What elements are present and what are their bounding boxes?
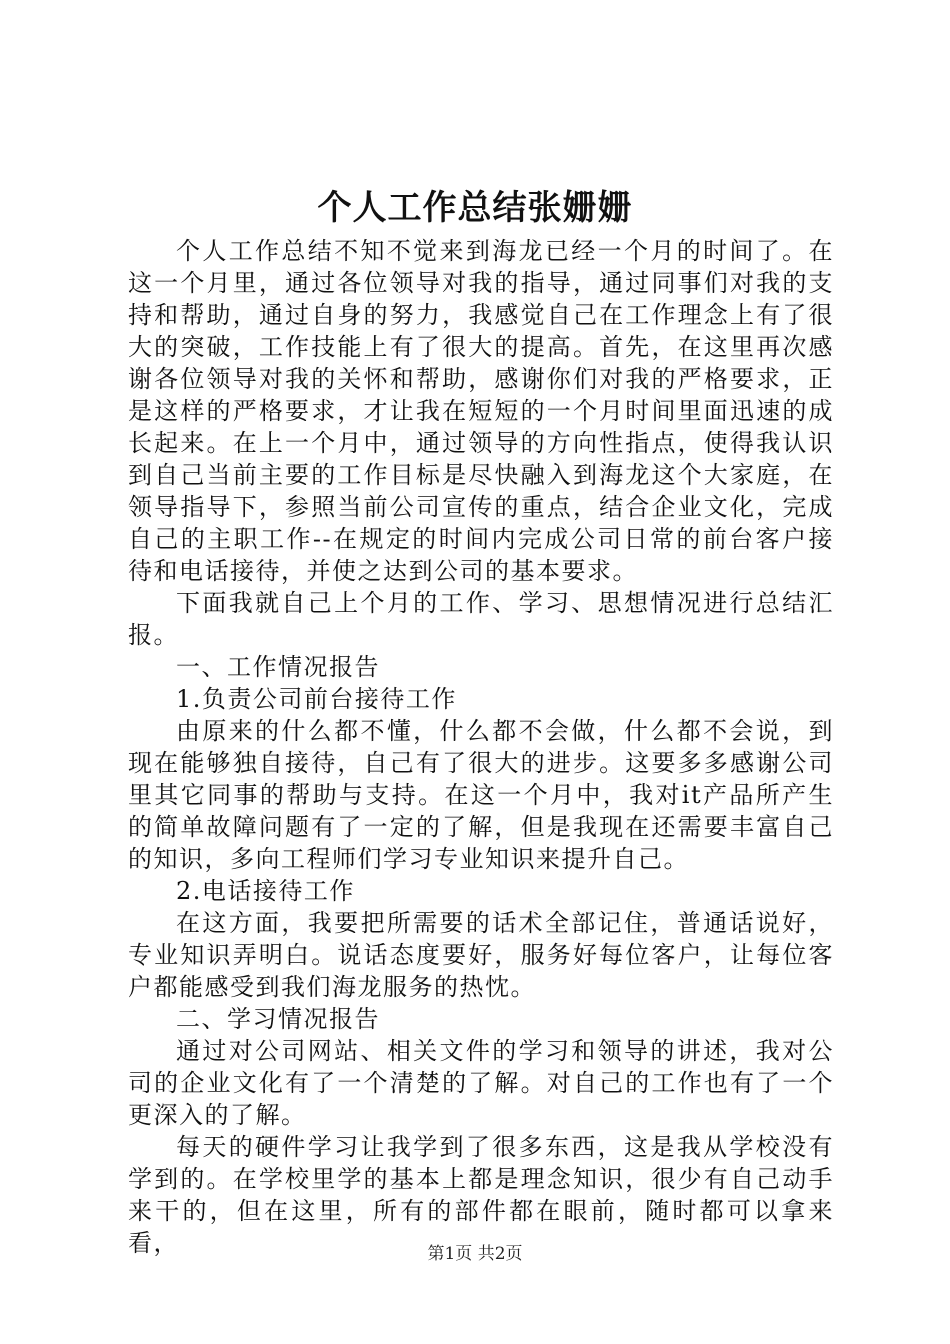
- section-heading-study: 二、学习情况报告: [176, 1005, 380, 1033]
- subsection-heading-reception: 1.负责公司前台接待工作: [176, 685, 457, 713]
- paragraph-hardware: 每天的硬件学习让我学到了很多东西，这是我从学校没有学到的。在学校里学的基本上都是理念知识，很少有自己动手来干的，但在这里，所有的部件都在眼前，随时都可以拿来看，: [128, 1133, 834, 1257]
- section-heading-work: 一、工作情况报告: [176, 653, 380, 681]
- paragraph-intro: 个人工作总结不知不觉来到海龙已经一个月的时间了。在这一个月里，通过各位领导对我的指导，通过同事们对我的支持和帮助，通过自身的努力，我感觉自己在工作理念上有了很大的突破，工作技能上有了很大的提高。首先，在这里再次感谢各位领导对我的关怀和帮助，感谢你们对我的严格要求，正是这样的严格要求，才让我在短短的一个月时间里面迅速的成长起来。在上一个月中，通过领导的方向性指点，使得我认识到自己当前主要的工作目标是尽快融入到海龙这个大家庭，在领导指导下，参照当前公司宣传的重点，结合企业文化，完成自己的主职工作--在规定的时间内完成公司日常的前台客户接待和电话接待，并使之达到公司的基本要求。: [128, 237, 834, 585]
- subsection-heading-phone: 2.电话接待工作: [176, 877, 355, 905]
- document-body: [128, 235, 834, 1259]
- paragraph-reception: 由原来的什么都不懂，什么都不会做，什么都不会说，到现在能够独自接待，自己有了很大的进步。这要多多感谢公司里其它同事的帮助与支持。在这一个月中，我对it产品所产生的简单故障问题有了一定的了解，但是我现在还需要丰富自己的知识，多向工程师们学习专业知识来提升自己。: [128, 717, 834, 873]
- paragraph-phone: 在这方面，我要把所需要的话术全部记住，普通话说好，专业知识弄明白。说话态度要好，服务好每位客户，让每位客户都能感受到我们海龙服务的热忱。: [128, 909, 834, 1001]
- page-number-footer: 第1页 共2页: [427, 1244, 523, 1264]
- paragraph-summary-lead: 下面我就自己上个月的工作、学习、思想情况进行总结汇报。: [128, 589, 834, 649]
- document-title: 个人工作总结张姗姗: [317, 188, 633, 228]
- paragraph-study: 通过对公司网站、相关文件的学习和领导的讲述，我对公司的企业文化有了一个清楚的了解。对自己的工作也有了一个更深入的了解。: [128, 1037, 834, 1129]
